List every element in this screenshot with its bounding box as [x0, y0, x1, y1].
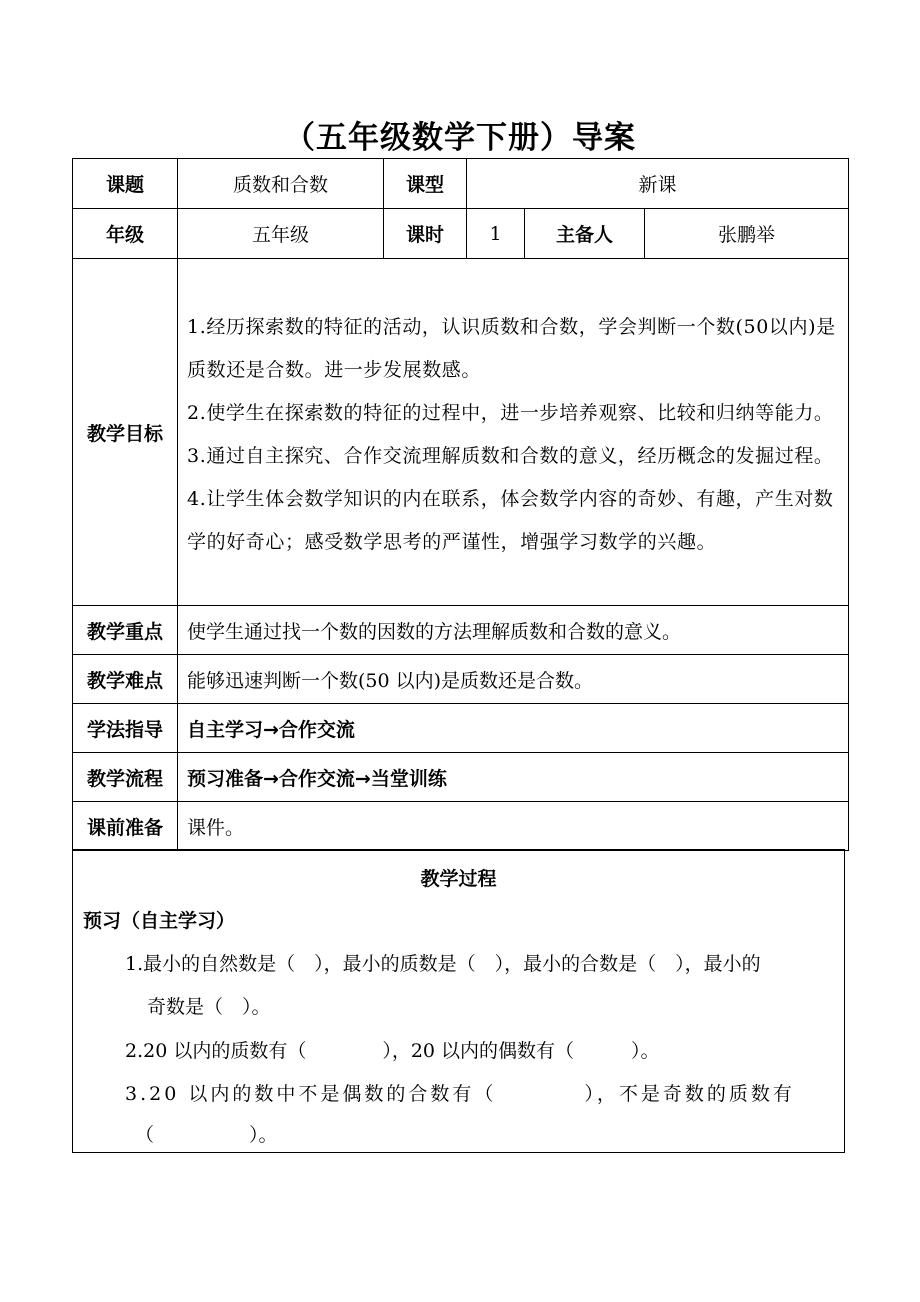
difficulty-row: [73, 655, 849, 704]
preparer-label: 主备人: [525, 209, 645, 259]
objective-item: 4.让学生体会数学知识的内在联系，体会数学内容的奇妙、有趣，产生对数学的好奇心；感受数学思考的严谨性，增强学习数学的兴趣。: [187, 487, 834, 553]
grade-row: [73, 209, 849, 259]
grade-label: 年级: [73, 209, 178, 259]
topic-label: 课题: [73, 159, 178, 209]
question-3-line-1: 3.20 以内的数中不是偶数的合数有（ ），不是奇数的质数有: [125, 1083, 795, 1105]
method-text: 自主学习→合作交流: [178, 704, 849, 753]
question-3-line-2: （ ）。: [135, 1124, 278, 1146]
difficulty-text: 能够迅速判断一个数(50 以内)是质数还是合数。: [178, 655, 849, 704]
hours-value: 1: [467, 209, 525, 259]
difficulty-label: 教学难点: [73, 655, 178, 704]
objective-item: 1.经历探索数的特征的活动，认识质数和合数，学会判断一个数(50以内)是质数还是合数。进一步发展数感。: [187, 315, 836, 381]
topic-row: [73, 159, 849, 209]
grade-value: 五年级: [178, 209, 384, 259]
prep-text: 课件。: [178, 802, 849, 851]
lesson-info-table: [72, 158, 849, 851]
topic-value: 质数和合数: [178, 159, 384, 209]
page-title: （五年级数学下册）导案: [284, 120, 636, 156]
flow-row: [73, 753, 849, 802]
preparer-value: 张鹏举: [645, 209, 849, 259]
objectives-label: 教学目标: [73, 259, 178, 606]
question-2: 2.20 以内的质数有（ ），20 以内的偶数有（ ）。: [125, 1040, 660, 1062]
flow-text: 预习准备→合作交流→当堂训练: [178, 753, 849, 802]
question-1-line-2: 奇数是（ ）。: [147, 996, 271, 1018]
objective-item: 2.使学生在探索数的特征的过程中，进一步培养观察、比较和归纳等能力。: [187, 401, 834, 424]
prep-label: 课前准备: [73, 802, 178, 851]
hours-label: 课时: [384, 209, 467, 259]
method-label: 学法指导: [73, 704, 178, 753]
process-heading: 教学过程: [420, 868, 497, 890]
preview-subheading: 预习（自主学习）: [83, 910, 236, 932]
objective-item: 3.通过自主探究、合作交流理解质数和合数的意义，经历概念的发掘过程。: [187, 444, 834, 467]
type-value: 新课: [467, 159, 849, 209]
prep-row: [73, 802, 849, 851]
type-label: 课型: [384, 159, 467, 209]
method-row: [73, 704, 849, 753]
teaching-process-box: [72, 849, 845, 1153]
key-point-label: 教学重点: [73, 606, 178, 655]
key-point-text: 使学生通过找一个数的因数的方法理解质数和合数的意义。: [178, 606, 849, 655]
objectives-row: [73, 259, 849, 606]
question-1-line-1: 1.最小的自然数是（ ），最小的质数是（ ），最小的合数是（ ），最小的: [125, 953, 761, 975]
key-point-row: [73, 606, 849, 655]
flow-label: 教学流程: [73, 753, 178, 802]
objectives-list: [178, 259, 849, 606]
